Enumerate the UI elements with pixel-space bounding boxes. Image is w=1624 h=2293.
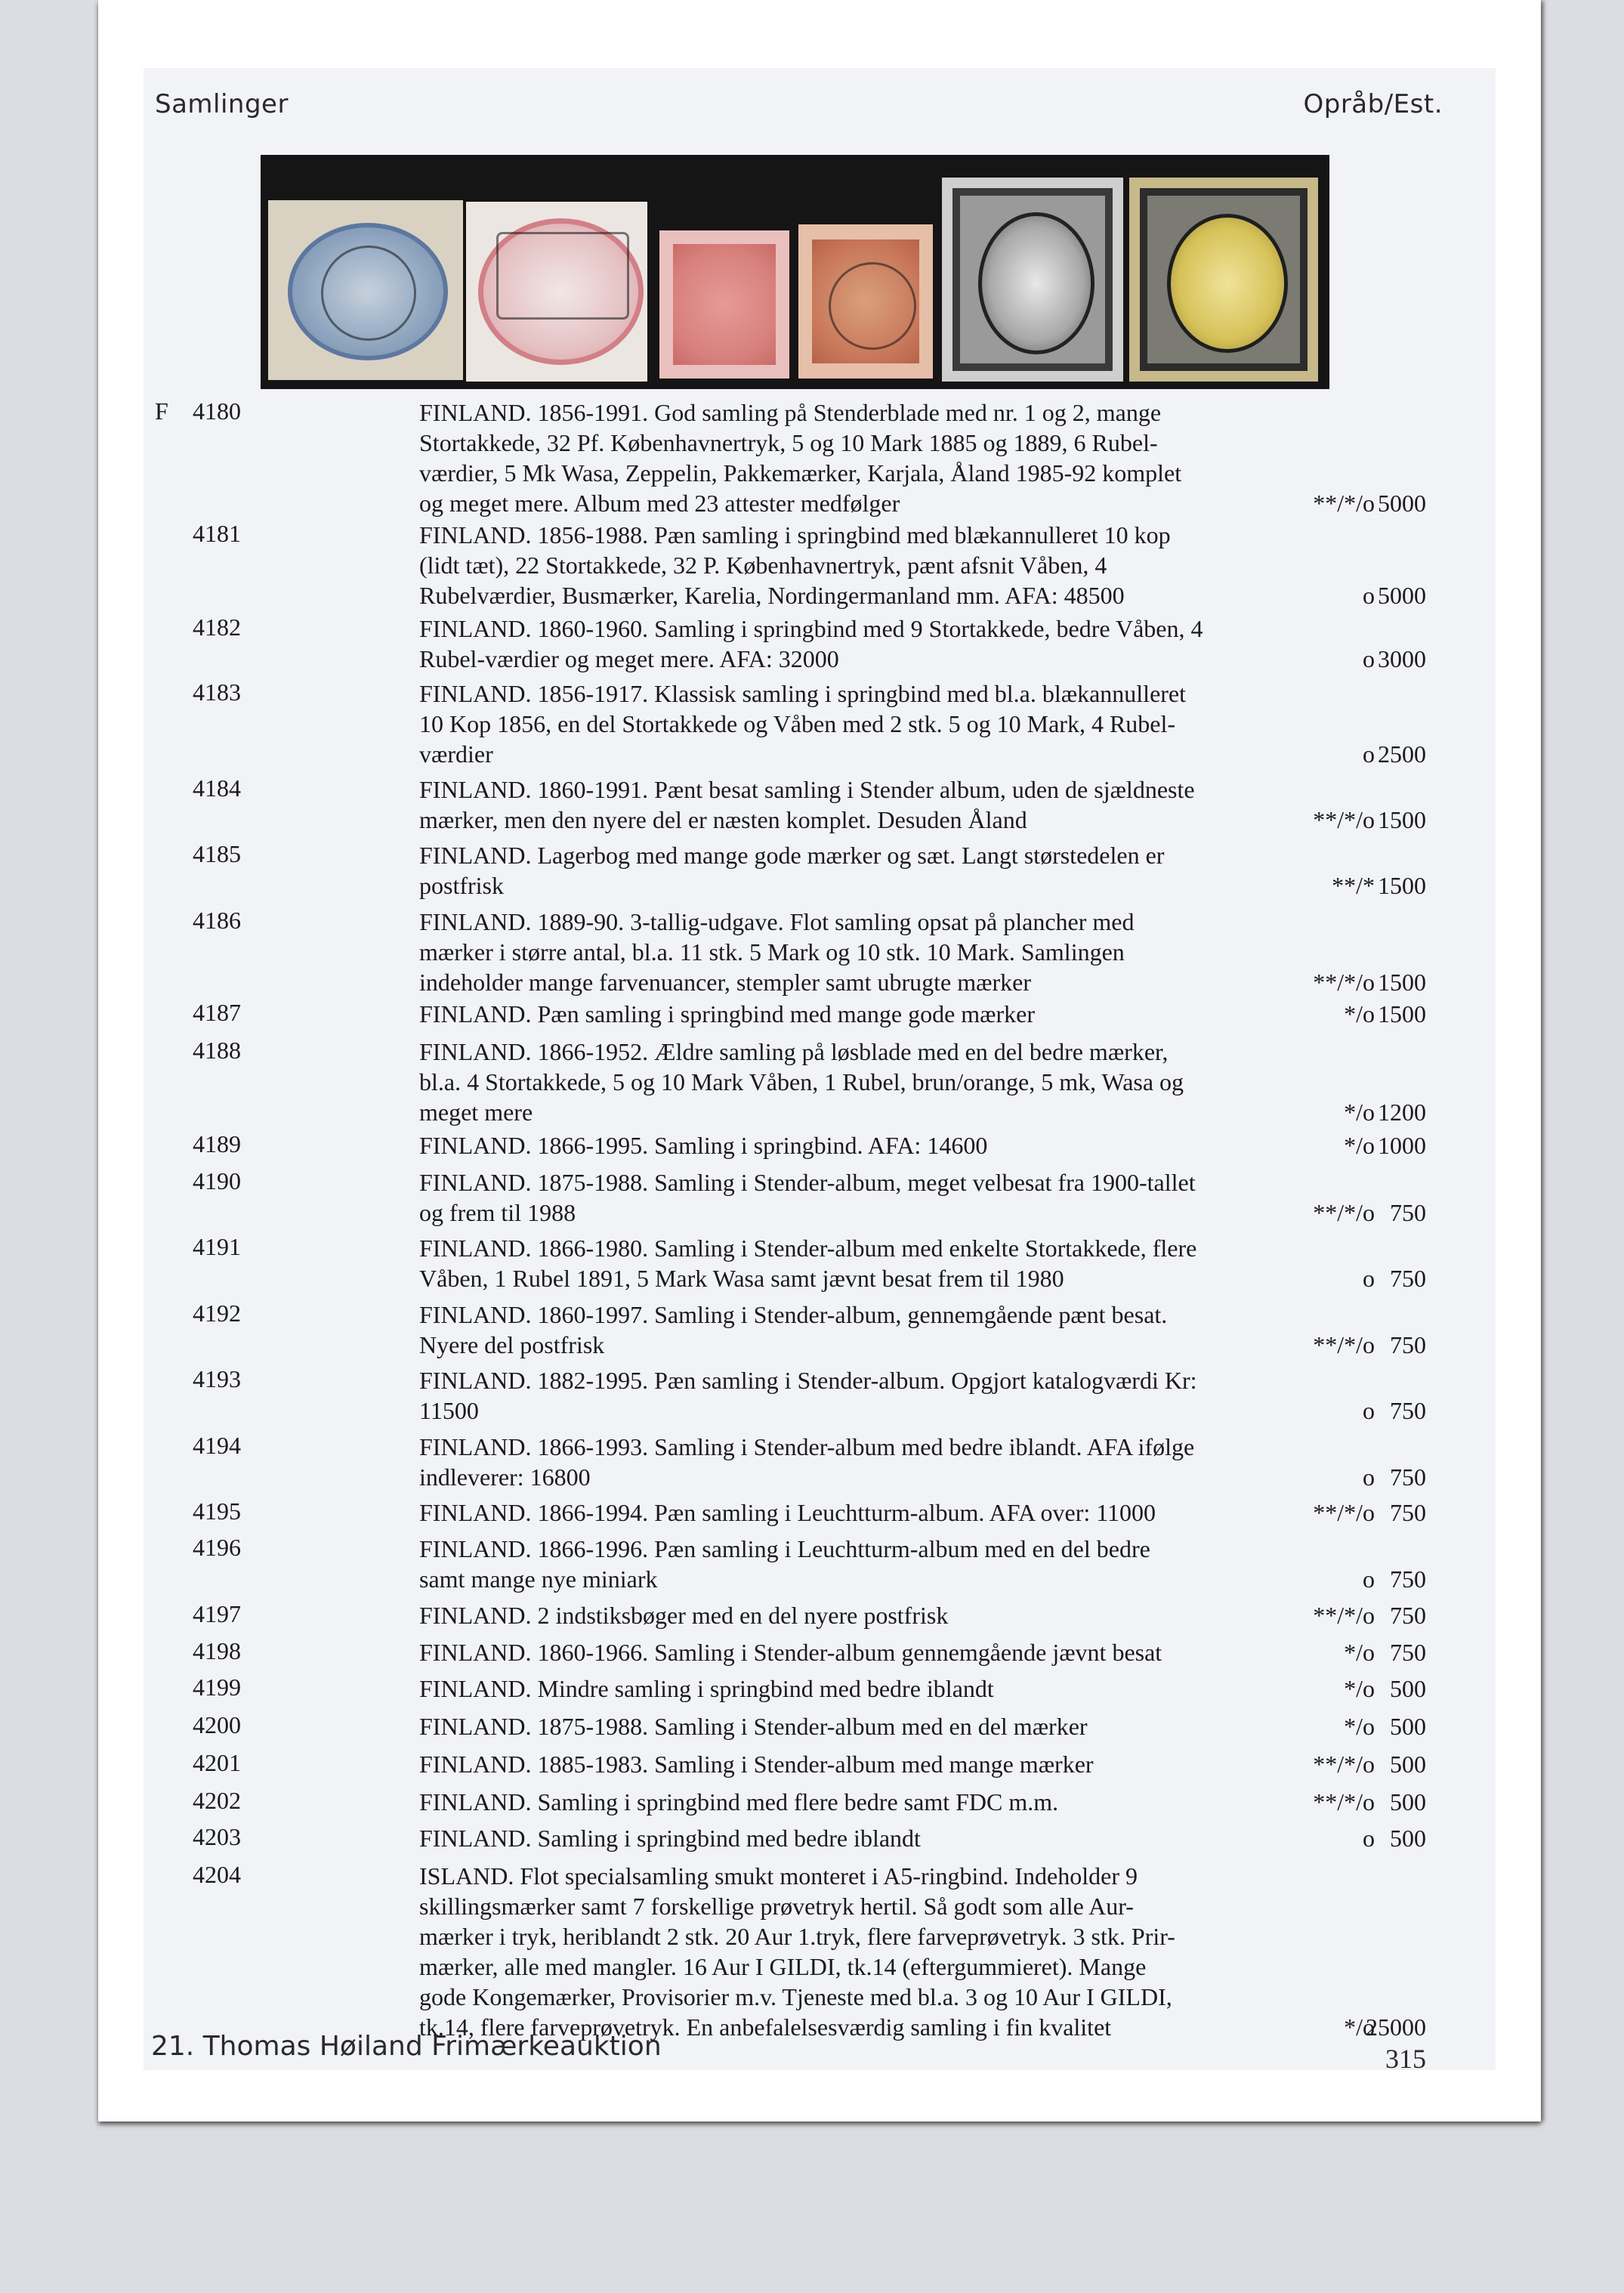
lot-row (0, 1673, 1624, 1704)
lot-row (0, 678, 1624, 769)
lot-number: 4180 (193, 397, 241, 425)
lot-estimate: 5000 (1378, 582, 1426, 609)
lot-number: 4188 (193, 1037, 241, 1064)
lot-number: 4194 (193, 1432, 241, 1459)
lot-row (0, 774, 1624, 835)
lot-flag: F (155, 397, 168, 425)
section-header: Samlinger (155, 89, 289, 119)
lot-number: 4201 (193, 1749, 241, 1776)
lot-condition: */o (1344, 1639, 1375, 1666)
lot-description: FINLAND. 1860-1997. Samling i Stender-album, gennemgående pænt besat. Nyere del postfrisk (419, 1301, 1168, 1358)
lot-row (0, 1787, 1624, 1817)
lot-condition: **/*/o (1313, 1331, 1375, 1358)
lot-description: FINLAND. Samling i springbind med bedre iblandt (419, 1825, 921, 1852)
lot-number: 4182 (193, 613, 241, 641)
lot-condition: */o (1344, 1099, 1375, 1126)
lot-estimate: 750 (1390, 1602, 1426, 1629)
column-header-estimate: Opråb/Est. (1303, 89, 1443, 119)
lot-description: FINLAND. 1882-1995. Pæn samling i Stender-album. Opgjort katalogværdi Kr: 11500 (419, 1367, 1197, 1424)
lot-row (0, 520, 1624, 610)
lot-row (0, 1130, 1624, 1160)
lot-row (0, 1637, 1624, 1667)
lot-row (0, 1749, 1624, 1779)
lot-number: 4184 (193, 774, 241, 802)
lot-description: FINLAND. 1856-1988. Pæn samling i springbind med blækannulleret 10 kop (lidt tæt), 22 Stortakkede, 32 P. Københavnertryk, pænt afsnit Våben, 4 Rubelværdier, Busmærker, Karelia, Nordingermanland mm. AFA: 48500 (419, 521, 1171, 609)
lot-row (0, 397, 1624, 518)
lot-row (0, 1299, 1624, 1360)
lot-number: 4186 (193, 907, 241, 934)
lot-number: 4191 (193, 1233, 241, 1260)
lot-estimate: 750 (1390, 1463, 1426, 1491)
lot-row (0, 1497, 1624, 1528)
lot-number: 4181 (193, 520, 241, 547)
lot-row (0, 1711, 1624, 1741)
lot-description: FINLAND. 1866-1993. Samling i Stender-album med bedre iblandt. AFA ifølge indleverer: 16800 (419, 1433, 1195, 1491)
lot-description: FINLAND. 1889-90. 3-tallig-udgave. Flot samling opsat på plancher med mærker i større antal, bl.a. 11 stk. 5 Mark og 10 stk. 10 Mark. Samlingen indeholder mange farvenuancer, stempler samt ubrugte mærker (419, 908, 1135, 996)
lot-condition: **/*/o (1313, 1751, 1375, 1778)
lot-estimate: 750 (1390, 1499, 1426, 1526)
lot-number: 4196 (193, 1534, 241, 1561)
lot-description: FINLAND. Pæn samling i springbind med mange gode mærker (419, 1000, 1036, 1028)
lot-description: FINLAND. 1856-1917. Klassisk samling i springbind med bl.a. blækannulleret 10 Kop 1856, en del Stortakkede og Våben med 2 stk. 5 og 10 Mark, 4 Rubel- værdier (419, 680, 1187, 768)
lot-condition: **/*/o (1313, 1499, 1375, 1526)
lot-number: 4189 (193, 1130, 241, 1157)
lot-condition: o (1363, 1265, 1375, 1292)
lot-description: FINLAND. 1885-1983. Samling i Stender-album med mange mærker (419, 1751, 1094, 1778)
lot-condition: o (1363, 1463, 1375, 1491)
lot-estimate: 25000 (1366, 2013, 1426, 2041)
lot-estimate: 750 (1390, 1565, 1426, 1593)
lot-estimate: 750 (1390, 1397, 1426, 1424)
lot-row (0, 1233, 1624, 1293)
lot-row (0, 1600, 1624, 1630)
lot-estimate: 500 (1390, 1713, 1426, 1740)
lot-condition: **/*/o (1313, 1602, 1375, 1629)
lot-condition: o (1363, 1397, 1375, 1424)
lot-number: 4200 (193, 1711, 241, 1738)
lot-condition: **/*/o (1313, 1788, 1375, 1816)
lot-description: FINLAND. 1856-1991. God samling på Stenderblade med nr. 1 og 2, mange Stortakkede, 32 Pf. Københavnertryk, 5 og 10 Mark 1885 og 1889, 6 Rubel- værdier, 5 Mk Wasa, Zeppelin, Pakkemærker, Karjala, Åland 1985-92 komplet og meget mere. Album med 23 attester medfølger (419, 399, 1182, 517)
lot-description: FINLAND. Lagerbog med mange gode mærker og sæt. Langt størstedelen er postfrisk (419, 842, 1165, 899)
lot-estimate: 500 (1390, 1675, 1426, 1702)
lot-estimate: 1500 (1378, 1000, 1426, 1028)
lot-number: 4204 (193, 1861, 241, 1888)
lot-number: 4199 (193, 1673, 241, 1701)
lot-row (0, 840, 1624, 901)
lot-number: 4190 (193, 1167, 241, 1194)
lot-number: 4192 (193, 1299, 241, 1327)
lot-estimate: 3000 (1378, 645, 1426, 672)
lot-number: 4193 (193, 1365, 241, 1392)
lot-condition: */o (1344, 1132, 1375, 1159)
lot-condition: **/*/o (1313, 490, 1375, 517)
lot-condition: o (1363, 645, 1375, 672)
lot-estimate: 750 (1390, 1199, 1426, 1226)
footer-auction-title: 21. Thomas Høiland Frimærkeauktion (151, 2031, 662, 2062)
lot-estimate: 1000 (1378, 1132, 1426, 1159)
lot-row (0, 1037, 1624, 1127)
lot-number: 4203 (193, 1823, 241, 1850)
lot-row (0, 1823, 1624, 1853)
lot-description: FINLAND. 1860-1966. Samling i Stender-album gennemgående jævnt besat (419, 1639, 1162, 1666)
lot-row (0, 1365, 1624, 1426)
lot-number: 4183 (193, 678, 241, 706)
lot-description: FINLAND. 1866-1995. Samling i springbind. AFA: 14600 (419, 1132, 988, 1159)
lot-condition: o (1363, 740, 1375, 768)
lot-estimate: 750 (1390, 1639, 1426, 1666)
lot-condition: o (1363, 1825, 1375, 1852)
lot-description: FINLAND. Samling i springbind med flere bedre samt FDC m.m. (419, 1788, 1059, 1816)
lot-number: 4198 (193, 1637, 241, 1664)
lot-estimate: 1500 (1378, 872, 1426, 899)
lot-estimate: 1500 (1378, 969, 1426, 996)
lot-row (0, 1167, 1624, 1228)
lot-description: FINLAND. 2 indstiksbøger med en del nyere postfrisk (419, 1602, 949, 1629)
lot-description: FINLAND. 1866-1952. Ældre samling på løsblade med en del bedre mærker, bl.a. 4 Stortakkede, 5 og 10 Mark Våben, 1 Rubel, brun/orange, 5 mk, Wasa og meget mere (419, 1038, 1184, 1126)
lot-condition: **/*/o (1313, 1199, 1375, 1226)
lot-condition: **/*/o (1313, 806, 1375, 833)
lot-condition: */o (1344, 1000, 1375, 1028)
lot-description: FINLAND. 1875-1988. Samling i Stender-album, meget velbesat fra 1900-tallet og frem til 1988 (419, 1169, 1196, 1226)
lot-estimate: 500 (1390, 1751, 1426, 1778)
lot-condition: **/*/o (1313, 969, 1375, 996)
lot-estimate: 500 (1390, 1788, 1426, 1816)
lot-description: FINLAND. 1860-1960. Samling i springbind med 9 Stortakkede, bedre Våben, 4 Rubel-værdier og meget mere. AFA: 32000 (419, 615, 1203, 672)
lot-condition: */o (1344, 1713, 1375, 1740)
lot-description: FINLAND. Mindre samling i springbind med bedre iblandt (419, 1675, 994, 1702)
lot-description: FINLAND. 1866-1994. Pæn samling i Leuchtturm-album. AFA over: 11000 (419, 1499, 1156, 1526)
lot-estimate: 2500 (1378, 740, 1426, 768)
lot-estimate: 750 (1390, 1265, 1426, 1292)
lot-row (0, 999, 1624, 1029)
lot-estimate: 500 (1390, 1825, 1426, 1852)
lot-row (0, 1534, 1624, 1594)
lot-number: 4185 (193, 840, 241, 867)
lot-description: FINLAND. 1875-1988. Samling i Stender-album med en del mærker (419, 1713, 1088, 1740)
lot-description: FINLAND. 1860-1991. Pænt besat samling i Stender album, uden de sjældneste mærker, men den nyere del er næsten komplet. Desuden Åland (419, 776, 1195, 833)
lot-condition: **/* (1332, 872, 1375, 899)
lot-row (0, 1861, 1624, 2042)
lot-number: 4202 (193, 1787, 241, 1814)
lot-number: 4195 (193, 1497, 241, 1525)
lot-number: 4197 (193, 1600, 241, 1627)
lot-estimate: 5000 (1378, 490, 1426, 517)
lot-condition: o (1363, 582, 1375, 609)
lot-estimate: 1500 (1378, 806, 1426, 833)
lot-estimate: 750 (1390, 1331, 1426, 1358)
lot-number: 4187 (193, 999, 241, 1026)
lot-description: ISLAND. Flot specialsamling smukt monteret i A5-ringbind. Indeholder 9 skillingsmærker samt 7 forskellige prøvetryk hertil. Så godt som alle Aur- mærker i tryk, heriblandt 2 stk. 20 Aur 1.tryk, flere farveprøvetryk. 3 stk. Prir- mærker, alle med mangler. 16 Aur I GILDI, tk.14 (eftergummieret). Mange gode Kongemærker, Provisorier m.v. Tjeneste med bl.a. 3 og 10 Aur I GILDI, tk.14, flere farveprøvetryk. En anbefalelsesværdig samling i fin kvalitet (419, 1862, 1175, 2041)
lot-row (0, 613, 1624, 674)
lot-estimate: 1200 (1378, 1099, 1426, 1126)
lot-row (0, 907, 1624, 997)
lot-condition: o (1363, 1565, 1375, 1593)
lot-condition: */o (1344, 1675, 1375, 1702)
page-number: 315 (1385, 2044, 1426, 2074)
lot-description: FINLAND. 1866-1980. Samling i Stender-album med enkelte Stortakkede, flere Våben, 1 Rubel 1891, 5 Mark Wasa samt jævnt besat frem til 1980 (419, 1235, 1197, 1292)
lot-description: FINLAND. 1866-1996. Pæn samling i Leuchtturm-album med en del bedre samt mange nye miniark (419, 1535, 1150, 1593)
lot-condition: */o (1344, 2013, 1375, 2041)
lot-row (0, 1432, 1624, 1492)
